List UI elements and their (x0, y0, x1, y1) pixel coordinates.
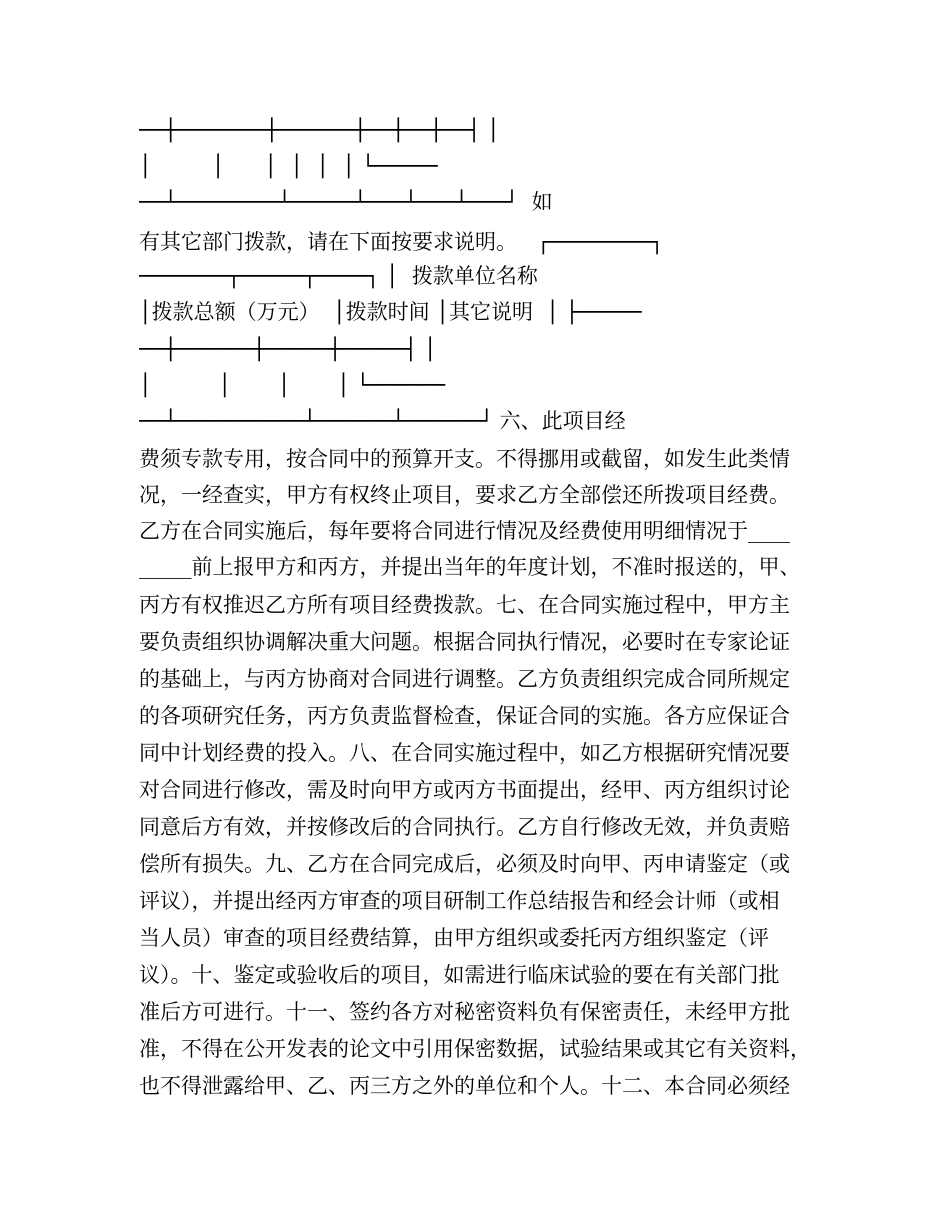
text-line: 议）。十、鉴定或验收后的项目，如需进行临床试验的要在有关部门批 (139, 963, 780, 987)
text-line: │拨款总额（万元） │拨款时间 │其它说明 │ ├───── (139, 300, 642, 324)
text-line: │ │ │ │ │ │ └───── (139, 154, 438, 178)
text-line: 要负责组织协调解决重大问题。根据合同执行情况，必要时在专家论证 (139, 630, 790, 654)
text-line: 乙方在合同实施后，每年要将合同进行情况及经费使用明细情况于____ (139, 519, 790, 543)
text-line: ──┼───────┼──────┼──┼──┼──┤ │ (139, 118, 500, 142)
text-line: 同中计划经费的投入。八、在合同实施过程中，如乙方根据研究情况要 (139, 741, 790, 765)
text-line: ──┴──────────┴──────┴──────┘ 六、此项目经 (139, 409, 626, 433)
text-line: ───────┬─────┬────┐ │ 拨款单位名称 (139, 264, 538, 288)
text-line: 准后方可进行。十一、签约各方对秘密资料负有保密责任，未经甲方批 (139, 1000, 790, 1024)
text-line: ──┴────────┴─────┴───┴───┴───┘ 如 (139, 190, 553, 214)
text-line: 同意后方有效，并按修改后的合同执行。乙方自行修改无效，并负责赔 (139, 815, 790, 839)
text-line: 当人员）审查的项目经费结算，由甲方组织或委托丙方组织鉴定（评 (139, 926, 769, 950)
text-line: 的基础上，与丙方协商对合同进行调整。乙方负责组织完成合同所规定 (139, 667, 790, 691)
text-line: 丙方有权推迟乙方所有项目经费拨款。七、在合同实施过程中，甲方主 (139, 593, 790, 617)
text-line: 也不得泄露给甲、乙、丙三方之外的单位和个人。十二、本合同必须经 (139, 1074, 790, 1098)
text-line: 对合同进行修改，需及时向甲方或丙方书面提出，经甲、丙方组织讨论 (139, 778, 790, 802)
text-line: 准，不得在公开发表的论文中引用保密数据，试验结果或其它有关资料， (139, 1037, 811, 1061)
text-line: 偿所有损失。九、乙方在合同完成后，必须及时向甲、丙申请鉴定（或 (139, 852, 790, 876)
text-line: ──┼──────┼─────┼─────┤ │ (139, 337, 437, 361)
text-line: │ │ │ │ └────── (139, 373, 445, 397)
text-line: 评议），并提出经丙方审查的项目研制工作总结报告和经会计师（或相 (139, 889, 780, 913)
text-line: 费须专款专用，按合同中的预算开支。不得挪用或截留，如发生此类情 (139, 447, 790, 471)
text-line: _____前上报甲方和丙方，并提出当年的年度计划，不准时报送的，甲、 (139, 555, 801, 579)
text-line: 的各项研究任务，丙方负责监督检查，保证合同的实施。各方应保证合 (139, 704, 790, 728)
text-line: 况，一经查实，甲方有权终止项目，要求乙方全部偿还所拨项目经费。 (139, 483, 790, 507)
text-line: 有其它部门拨款，请在下面按要求说明。 ┌────────┐ (139, 230, 664, 254)
